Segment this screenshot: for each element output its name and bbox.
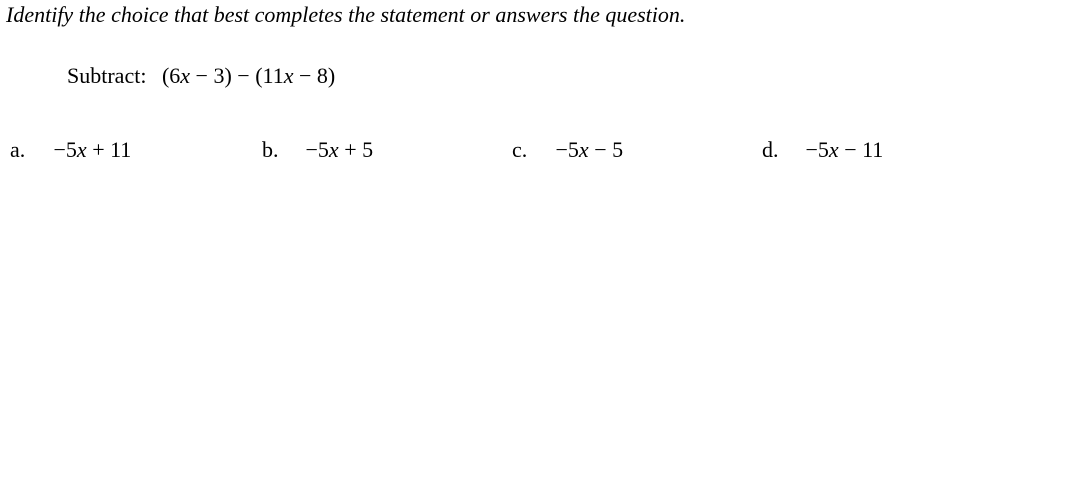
choice-a-letter: a. xyxy=(10,137,26,162)
choice-a-text: −5x + 11 xyxy=(53,137,132,162)
choice-c-text: −5x − 5 xyxy=(555,137,624,162)
choice-c[interactable] xyxy=(512,137,623,163)
choice-b[interactable] xyxy=(262,137,373,163)
question-expression: (6x − 3) − (11x − 8) xyxy=(161,63,336,88)
question-prompt: Subtract: xyxy=(67,63,147,88)
choice-b-letter: b. xyxy=(262,137,279,162)
choice-d-text: −5x − 11 xyxy=(805,137,884,162)
choice-d-letter: d. xyxy=(762,137,779,162)
question xyxy=(67,63,335,89)
choice-b-text: −5x + 5 xyxy=(305,137,374,162)
choice-d[interactable] xyxy=(762,137,883,163)
choice-c-letter: c. xyxy=(512,137,528,162)
choice-a[interactable] xyxy=(10,137,131,163)
instruction-text: Identify the choice that best completes the statement or answers the question. xyxy=(6,2,686,27)
